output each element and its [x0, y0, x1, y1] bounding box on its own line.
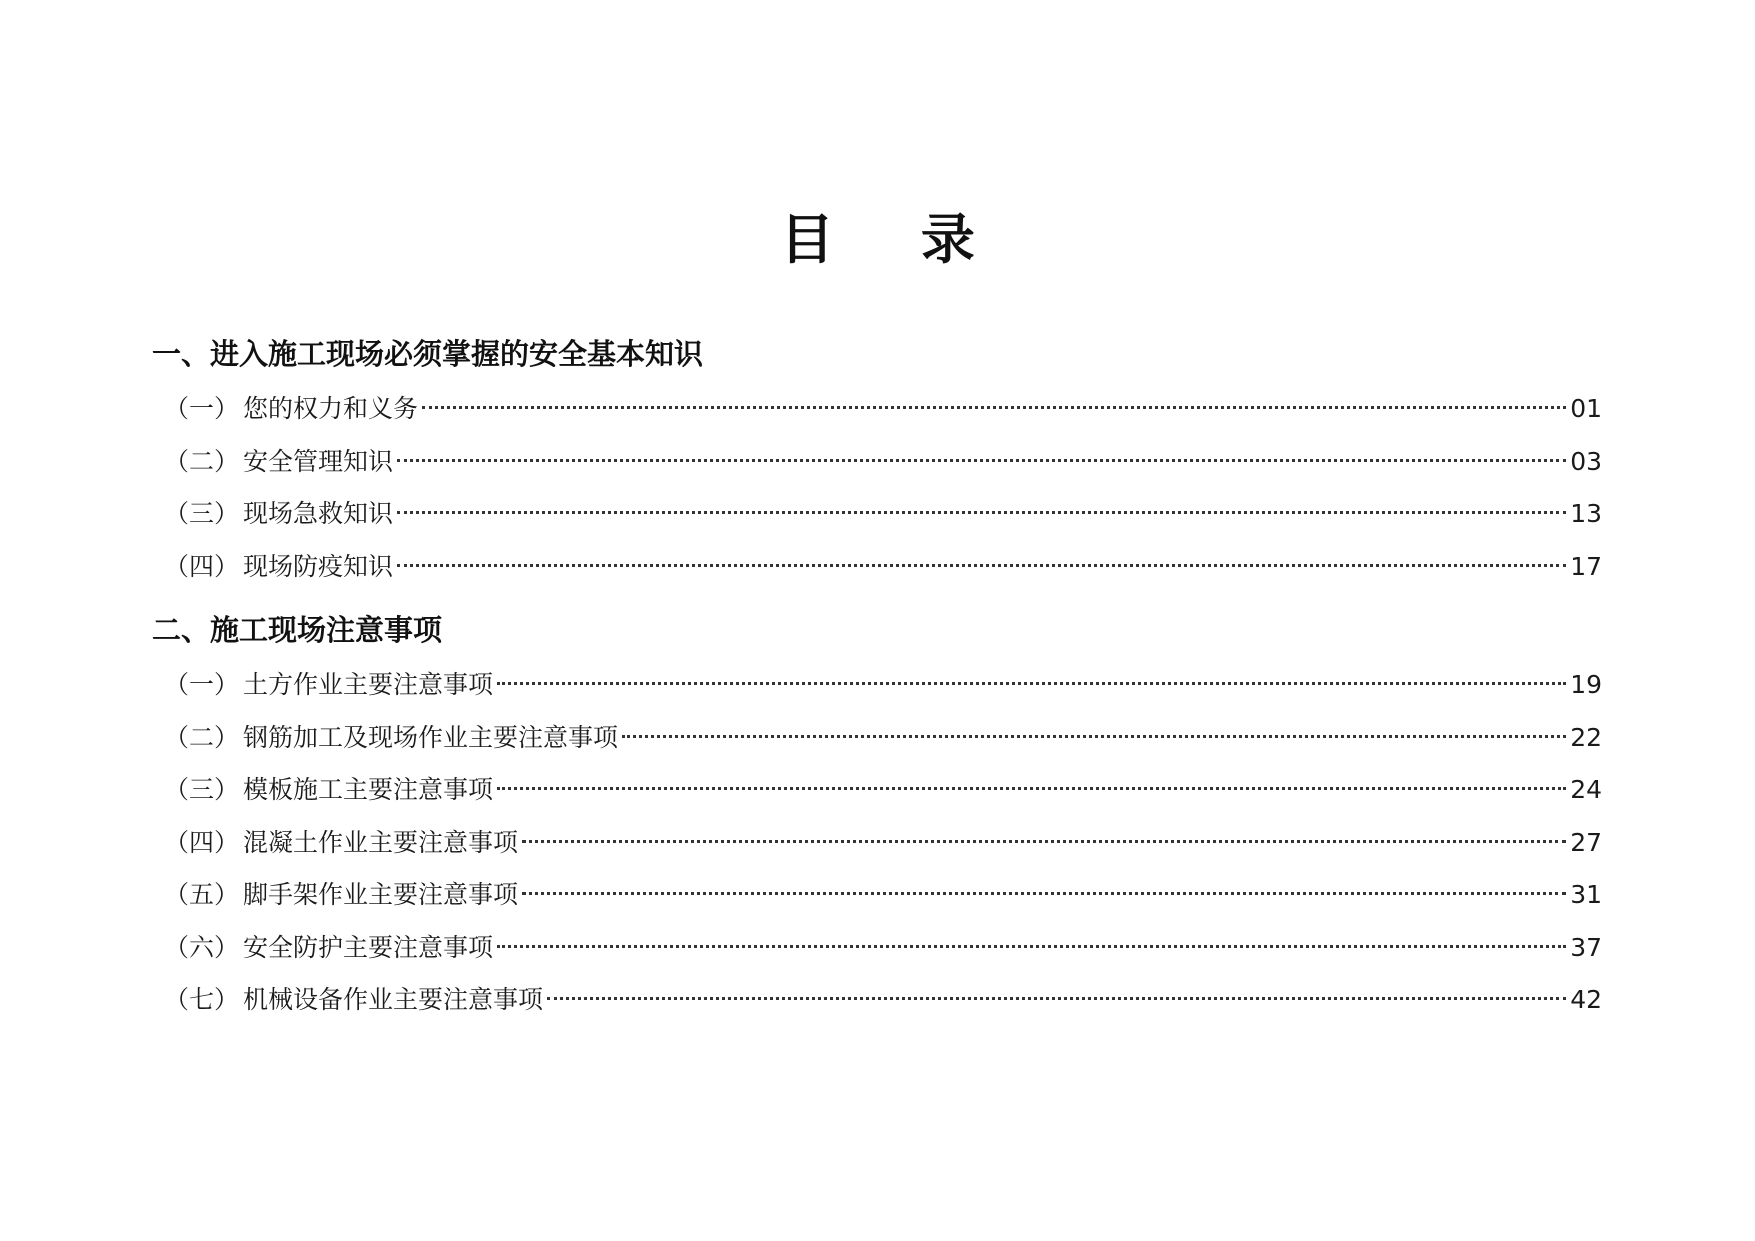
entry-page-number: 31: [1570, 880, 1602, 909]
entry-number: （一）: [164, 670, 240, 699]
entry-page-number: 22: [1570, 722, 1602, 752]
dot-leader: [522, 840, 1566, 843]
toc-entry[interactable]: [152, 497, 1602, 550]
entry-label: 机械设备作业主要注意事项: [243, 985, 544, 1014]
dot-leader: [397, 564, 1566, 567]
entry-page-number: 13: [1570, 499, 1602, 528]
entry-label: 混凝土作业主要注意事项: [243, 827, 519, 857]
toc-entry[interactable]: [152, 826, 1602, 879]
toc-section-2: [152, 610, 1602, 1036]
dot-leader: [622, 735, 1566, 738]
entry-number: （二）: [164, 446, 240, 476]
toc-entry-list: [152, 668, 1602, 1036]
entry-page-number: 42: [1570, 985, 1602, 1014]
dot-leader: [397, 511, 1566, 514]
entry-label: 土方作业主要注意事项: [243, 670, 494, 699]
entry-number: （四）: [164, 551, 240, 581]
dot-leader: [422, 406, 1566, 409]
entry-label: 您的权力和义务: [243, 394, 419, 423]
dot-leader: [397, 459, 1566, 462]
entry-label: 现场防疫知识: [243, 551, 394, 581]
dot-leader: [497, 787, 1566, 790]
toc-entry[interactable]: [152, 668, 1602, 721]
entry-label: 脚手架作业主要注意事项: [243, 880, 519, 909]
entry-label: 安全防护主要注意事项: [243, 932, 494, 962]
toc-entry-list: [152, 392, 1602, 602]
toc-entry[interactable]: [152, 773, 1602, 826]
entry-page-number: 01: [1570, 394, 1602, 423]
toc-entry[interactable]: [152, 931, 1602, 984]
toc-title: 目 录: [780, 208, 1009, 271]
section-heading: 二、施工现场注意事项: [152, 613, 443, 647]
entry-page-number: 03: [1570, 446, 1602, 476]
entry-number: （二）: [164, 722, 240, 752]
toc-entry[interactable]: [152, 550, 1602, 603]
entry-label: 钢筋加工及现场作业主要注意事项: [243, 722, 619, 752]
entry-number: （七）: [164, 985, 240, 1014]
entry-page-number: 37: [1570, 932, 1602, 962]
entry-page-number: 17: [1570, 551, 1602, 581]
entry-page-number: 27: [1570, 827, 1602, 857]
entry-label: 现场急救知识: [243, 499, 394, 528]
toc-entry[interactable]: [152, 721, 1602, 774]
toc-section-1: [152, 334, 1602, 602]
entry-number: （三）: [164, 499, 240, 528]
entry-number: （四）: [164, 827, 240, 857]
dot-leader: [497, 945, 1566, 948]
toc-entry[interactable]: [152, 878, 1602, 931]
entry-number: （五）: [164, 880, 240, 909]
entry-label: 模板施工主要注意事项: [243, 775, 494, 804]
entry-number: （六）: [164, 932, 240, 962]
entry-page-number: 19: [1570, 670, 1602, 699]
entry-page-number: 24: [1570, 775, 1602, 804]
entry-number: （一）: [164, 394, 240, 423]
entry-number: （三）: [164, 775, 240, 804]
dot-leader: [522, 892, 1566, 895]
toc-entry[interactable]: [152, 445, 1602, 498]
toc-entry[interactable]: [152, 983, 1602, 1036]
dot-leader: [547, 997, 1566, 1000]
toc-entry[interactable]: [152, 392, 1602, 445]
entry-label: 安全管理知识: [243, 446, 394, 476]
dot-leader: [497, 682, 1566, 685]
section-heading: 一、进入施工现场必须掌握的安全基本知识: [152, 337, 704, 371]
